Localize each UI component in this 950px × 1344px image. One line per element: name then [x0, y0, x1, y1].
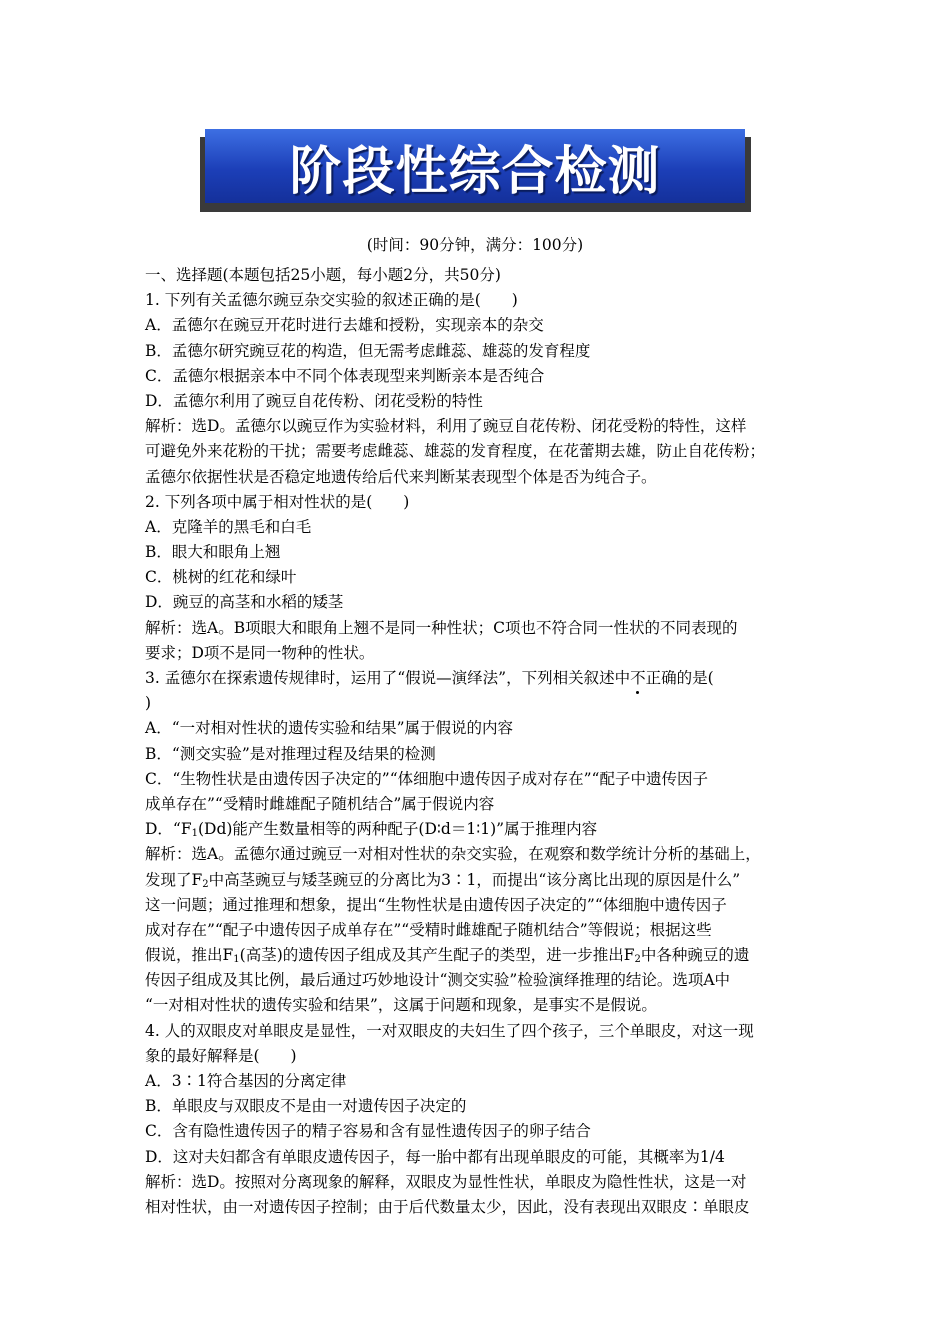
- question-2-option-b: B．眼大和眼角上翘: [145, 543, 281, 562]
- question-3-option-d: D．“$F_1(Dd)$能产生数量相等的两种配子(D∶d＝1∶1)”属于推理内容: [145, 820, 598, 840]
- question-3-analysis: 假说，推出$F_1$(高茎)的遗传因子组成及其产生配子的类型，进一步推出$F_2$中各种豌豆的遗: [145, 946, 750, 966]
- question-3-analysis: 传因子组成及其比例，最后通过巧妙地设计“测交实验”检验演绎推理的结论。选项A中: [145, 971, 731, 990]
- question-4-analysis: 相对性状，由一对遗传因子控制；由于后代数量太少，因此，没有表现出双眼皮∶单眼皮: [145, 1197, 750, 1216]
- question-2-option-a: A．克隆羊的黑毛和白毛: [145, 517, 312, 536]
- exam-meta: (时间：90分钟，满分：100分): [366, 236, 584, 254]
- question-1-option-a: A．孟德尔在豌豆开花时进行去雄和授粉，实现亲本的杂交: [145, 316, 544, 335]
- question-1-option-d: D．孟德尔利用了豌豆自花传粉、闭花受粉的特性: [145, 391, 483, 410]
- question-1-stem: 1. 下列有关孟德尔豌豆杂交实验的叙述正确的是( ): [145, 291, 518, 310]
- question-2-option-d: D．豌豆的高茎和水稻的矮茎: [145, 593, 344, 612]
- question-3-analysis: 成对存在”“配子中遗传因子成单存在”“受精时雌雄配子随机结合”等假说；根据这些: [145, 920, 712, 939]
- question-1-analysis: 解析：选D。孟德尔以豌豆作为实验材料，利用了豌豆自花传粉、闭花受粉的特性，这样: [145, 417, 747, 436]
- question-3-option-b: B．“测交实验”是对推理过程及结果的检测: [145, 744, 436, 763]
- question-1-option-c: C．孟德尔根据亲本中不同个体表现型来判断亲本是否纯合: [145, 366, 545, 385]
- question-3-option-a: A．“一对相对性状的遗传实验和结果”属于假说的内容: [145, 719, 514, 738]
- question-4-stem: 4. 人的双眼皮对单眼皮是显性，一对双眼皮的夫妇生了四个孩子，三个单眼皮，对这一现: [145, 1021, 754, 1040]
- question-4-analysis: 解析：选D。按照对分离现象的解释，双眼皮为显性性状，单眼皮为隐性性状，这是一对: [145, 1172, 747, 1191]
- question-3-analysis: 解析：选A。孟德尔通过豌豆一对相对性状的杂交实验，在观察和数学统计分析的基础上，: [145, 845, 761, 864]
- question-2-analysis: 要求；D项不是同一物种的性状。: [145, 643, 375, 662]
- question-4-option-a: A．3∶1符合基因的分离定律: [145, 1072, 347, 1090]
- question-3-analysis: 发现了$F_2$中高茎豌豆与矮茎豌豆的分离比为3∶1，而提出“该分离比出现的原因是什么”: [145, 870, 741, 890]
- question-1-option-b: B．孟德尔研究豌豆花的构造，但无需考虑雌蕊、雄蕊的发育程度: [145, 341, 591, 360]
- question-3-stem: ): [145, 694, 152, 713]
- question-4-option-b: B．单眼皮与双眼皮不是由一对遗传因子决定的: [145, 1097, 467, 1116]
- question-2-stem: 2. 下列各项中属于相对性状的是( ): [145, 492, 410, 511]
- question-2-analysis: 解析：选A。B项眼大和眼角上翘不是同一种性状；C项也不符合同一性状的不同表现的: [145, 618, 738, 637]
- question-3-analysis: “一对相对性状的遗传实验和结果”，这属于问题和现象，是事实不是假说。: [145, 996, 657, 1015]
- question-3-option-c: C．“生物性状是由遗传因子决定的”“体细胞中遗传因子成对存在”“配子中遗传因子: [145, 769, 708, 788]
- question-2-option-c: C．桃树的红花和绿叶: [145, 568, 297, 587]
- section-heading: 一、选择题(本题包括25小题，每小题2分，共50分): [145, 266, 501, 284]
- question-3-analysis: 这一问题；通过推理和想象，提出“生物性状是由遗传因子决定的”“体细胞中遗传因子: [145, 895, 727, 914]
- page-title: 阶段性综合检测: [289, 141, 661, 202]
- title-banner: [205, 129, 745, 203]
- question-1-analysis: 可避免外来花粉的干扰；需要考虑雌蕊、雄蕊的发育程度，在花蕾期去雄，防止自花传粉；: [145, 442, 766, 461]
- question-3-option-c: 成单存在”“受精时雌雄配子随机结合”属于假说内容: [145, 794, 495, 813]
- document-body: [145, 263, 805, 1220]
- question-1-analysis: 孟德尔依据性状是否稳定地遗传给后代来判断某表现型个体是否为纯合子。: [145, 467, 657, 486]
- question-4-stem: 象的最好解释是( ): [145, 1046, 297, 1065]
- question-4-option-d: D．这对夫妇都含有单眼皮遗传因子，每一胎中都有出现单眼皮的可能，其概率为1/4: [145, 1147, 725, 1166]
- question-3-stem: 3. 孟德尔在探索遗传规律时，运用了“假说—演绎法”，下列相关叙述中不正确的是(: [145, 666, 805, 691]
- question-4-option-c: C．含有隐性遗传因子的精子容易和含有显性遗传因子的卵子结合: [145, 1122, 591, 1141]
